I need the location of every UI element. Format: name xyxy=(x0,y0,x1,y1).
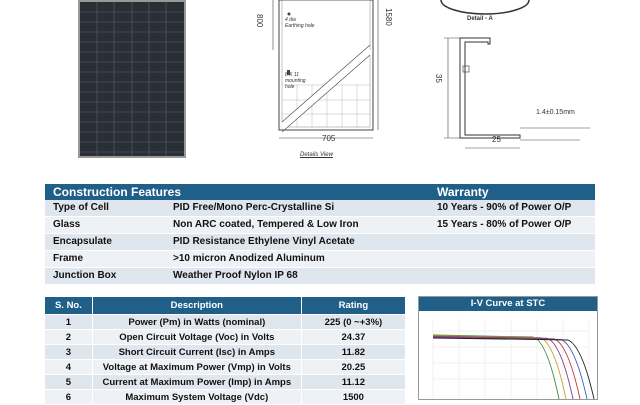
construction-row xyxy=(45,234,595,251)
construction-rows xyxy=(45,200,595,285)
dim-800-label: 800 xyxy=(255,14,264,28)
row-value: Weather Proof Nylon IP 68 xyxy=(173,270,298,281)
row-warranty: 15 Years - 80% of Power O/P xyxy=(437,219,572,230)
description-cell: Voltage at Maximum Power (Vmp) in Volts xyxy=(92,360,301,375)
frame-profile-drawing xyxy=(430,30,600,155)
iv-curve-title: I-V Curve at STC xyxy=(419,297,597,311)
row-value: PID Free/Mono Perc-Crystalline Si xyxy=(173,202,335,213)
table-row xyxy=(45,390,406,405)
dim-705-label: 705 xyxy=(322,134,336,143)
solar-panel-image xyxy=(78,0,186,158)
iv-curve-line xyxy=(433,335,559,399)
description-cell: Power (Pm) in Watts (nominal) xyxy=(92,315,301,330)
table-row xyxy=(45,345,406,360)
row-value: PID Resistance Ethylene Vinyl Acetate xyxy=(173,236,355,247)
description-header: Description xyxy=(92,297,301,315)
table-row xyxy=(45,315,406,330)
iv-curve-panel xyxy=(418,296,598,400)
row-label: Junction Box xyxy=(53,270,117,281)
table-row xyxy=(45,375,406,390)
rating-cell: 225 (0 ~+3%) xyxy=(301,315,405,330)
detail-a-caption: Detail - A xyxy=(467,16,493,22)
row-label: Frame xyxy=(53,253,84,264)
panel-cell-grid xyxy=(80,2,184,156)
construction-row xyxy=(45,268,595,285)
dim-1580-label: 1580 xyxy=(384,8,393,26)
sno-header: S. No. xyxy=(45,297,93,315)
details-view-caption: Details View xyxy=(300,152,333,158)
row-value: Non ARC coated, Tempered & Low Iron xyxy=(173,219,359,230)
table-row xyxy=(45,330,406,345)
electrical-specs-table xyxy=(44,296,406,405)
row-label: Type of Cell xyxy=(53,202,109,213)
iv-curve-plot xyxy=(419,311,597,399)
construction-header xyxy=(45,184,595,200)
rating-cell: 11.12 xyxy=(301,375,405,390)
description-cell: Maximum System Voltage (Vdc) xyxy=(92,390,301,405)
construction-features-table xyxy=(45,184,595,285)
construction-title: Construction Features xyxy=(53,185,182,199)
row-label: Glass xyxy=(53,219,81,230)
earthing-hole-note: 4 dia Earthing hole xyxy=(285,17,315,29)
description-cell: Open Circuit Voltage (Voc) in Volts xyxy=(92,330,301,345)
iv-curve-line xyxy=(433,336,566,399)
row-warranty: 10 Years - 90% of Power O/P xyxy=(437,202,572,213)
warranty-title: Warranty xyxy=(437,185,489,199)
dim-35-label: 35 xyxy=(434,74,443,83)
rating-cell: 11.82 xyxy=(301,345,405,360)
sno-cell: 5 xyxy=(45,375,93,390)
rating-cell: 20.25 xyxy=(301,360,405,375)
rating-header: Rating xyxy=(301,297,405,315)
description-cell: Short Circuit Current (Isc) in Amps xyxy=(92,345,301,360)
dim-25-label: 25 xyxy=(492,135,501,144)
row-value: >10 micron Anodized Aluminum xyxy=(173,253,325,264)
construction-row xyxy=(45,200,595,217)
dim-thickness-label: 1.4±0.15mm xyxy=(536,109,575,116)
mounting-hole-note: 8 X 11 mounting hole xyxy=(285,72,306,90)
table-row xyxy=(45,360,406,375)
construction-row xyxy=(45,251,595,268)
specs-header-row xyxy=(45,297,406,315)
rating-cell: 1500 xyxy=(301,390,405,405)
description-cell: Current at Maximum Power (Imp) in Amps xyxy=(92,375,301,390)
iv-curve-line xyxy=(433,336,573,399)
rating-cell: 24.37 xyxy=(301,330,405,345)
sno-cell: 2 xyxy=(45,330,93,345)
construction-row xyxy=(45,217,595,234)
sno-cell: 6 xyxy=(45,390,93,405)
sno-cell: 1 xyxy=(45,315,93,330)
sno-cell: 3 xyxy=(45,345,93,360)
row-label: Encapsulate xyxy=(53,236,112,247)
sno-cell: 4 xyxy=(45,360,93,375)
